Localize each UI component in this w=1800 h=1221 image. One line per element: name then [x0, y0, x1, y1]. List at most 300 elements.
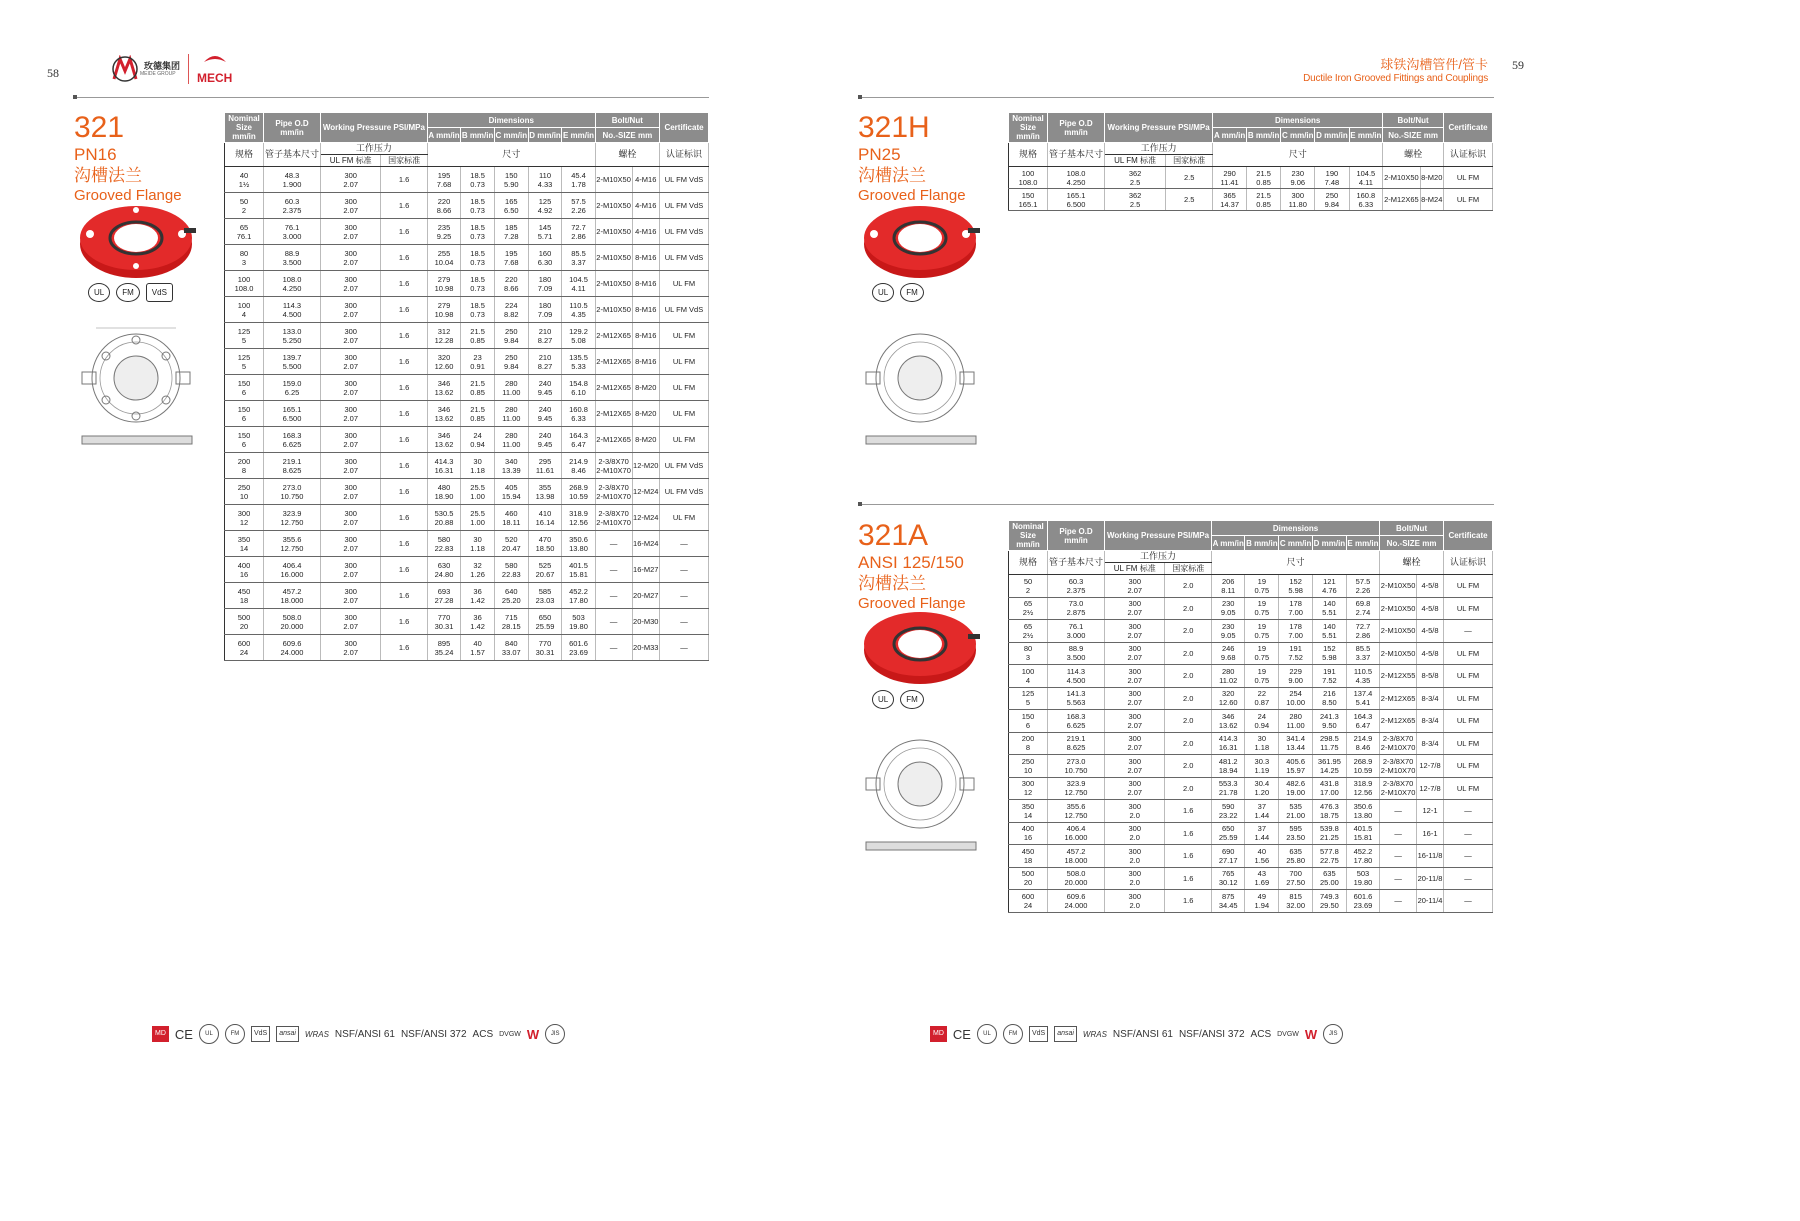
table-cell: 2.0: [1165, 620, 1212, 643]
table-cell: 18.5 0.73: [461, 167, 495, 193]
table-cell: 57.5 2.26: [562, 193, 595, 219]
section-title: [1303, 54, 1488, 84]
table-cell: 1.6: [1165, 867, 1212, 890]
col-dim-e: E mm/in: [562, 128, 595, 143]
cn-bolt: 螺栓: [595, 143, 659, 167]
table-cell: 300 2.07: [321, 427, 381, 453]
table-cell: 300 2.07: [321, 375, 381, 401]
table-row: [1009, 822, 1493, 845]
table-cell: 20-M33: [632, 635, 659, 661]
table-cell: 50 2: [1009, 575, 1048, 598]
table-cell: 2.5: [1166, 167, 1213, 189]
table-cell: 362 2.5: [1105, 167, 1166, 189]
table-cell: 300 12: [225, 505, 264, 531]
table-cell: 300 2.0: [1105, 800, 1165, 823]
table-cell: 600 24: [225, 635, 264, 661]
table-cell: 4-5/8: [1417, 575, 1444, 598]
table-cell: 690 27.17: [1211, 845, 1244, 868]
dvgw-icon: DVGW: [1277, 1030, 1299, 1038]
table-cell: 30 1.18: [461, 453, 495, 479]
table-cell: UL FM VdS: [660, 193, 709, 219]
table-cell: 168.3 6.625: [1048, 710, 1105, 733]
table-cell: 210 8.27: [528, 323, 562, 349]
table-cell: 2.5: [1166, 189, 1213, 211]
table-cell: 520 20.47: [494, 531, 528, 557]
table-cell: 16-1: [1417, 822, 1444, 845]
table-cell: UL FM: [660, 323, 709, 349]
cn-ulfm: UL FM 标准: [1105, 563, 1165, 575]
table-cell: 36 1.42: [461, 583, 495, 609]
table-cell: 715 28.15: [494, 609, 528, 635]
table-cell: 4-5/8: [1417, 620, 1444, 643]
col-dim-a: A mm/in: [1211, 536, 1244, 551]
table-cell: 2.0: [1165, 777, 1212, 800]
cn-bolt: 螺栓: [1380, 551, 1444, 575]
table-cell: 65 2½: [1009, 597, 1048, 620]
meide-logo-icon: [110, 55, 140, 83]
table-cell: 401.5 15.81: [562, 557, 595, 583]
col-dim-c: C mm/in: [1279, 536, 1313, 551]
table-cell: 765 30.12: [1211, 867, 1244, 890]
table-cell: —: [1444, 890, 1493, 913]
flange-drawing: [860, 728, 982, 856]
table-cell: 12-M24: [632, 479, 659, 505]
table-cell: 585 23.03: [528, 583, 562, 609]
header-rule: [858, 97, 1494, 98]
table-cell: 22 0.87: [1245, 687, 1279, 710]
table-cell: 1.6: [381, 271, 427, 297]
table-cell: 362 2.5: [1105, 189, 1166, 211]
table-cell: 268.9 10.59: [1346, 755, 1379, 778]
right-page: [858, 0, 1800, 1221]
col-bolt-nut: Bolt/Nut: [1380, 521, 1444, 536]
table-cell: 535 21.00: [1279, 800, 1313, 823]
table-cell: 19 0.75: [1245, 575, 1279, 598]
table-cell: 150 6: [1009, 710, 1048, 733]
table-cell: 300 2.07: [321, 635, 381, 661]
fm-approved-icon: FM: [116, 283, 140, 302]
spec-table-321h: [1008, 112, 1493, 211]
page-number: 58: [47, 66, 59, 80]
table-cell: 300 2.07: [1105, 642, 1165, 665]
table-cell: 300 2.07: [321, 583, 381, 609]
table-cell: 350 14: [225, 531, 264, 557]
col-dim-d: D mm/in: [1313, 536, 1347, 551]
product-name-en: Grooved Flange: [858, 187, 966, 204]
table-cell: 300 2.07: [321, 453, 381, 479]
table-cell: 110.5 4.35: [562, 297, 595, 323]
table-cell: 220 8.66: [494, 271, 528, 297]
acs-label: ACS: [472, 1028, 494, 1040]
table-cell: 191 7.52: [1279, 642, 1313, 665]
logo-brand: MECH: [197, 71, 233, 85]
product-321-title: [74, 112, 182, 206]
table-cell: 21.5 0.85: [461, 323, 495, 349]
table-cell: 300 2.07: [321, 557, 381, 583]
table-cell: 40 1.56: [1245, 845, 1279, 868]
spec-table-321: [224, 112, 709, 661]
table-cell: 129.2 5.08: [562, 323, 595, 349]
table-cell: 508.0 20.000: [1048, 867, 1105, 890]
table-row: [1009, 867, 1493, 890]
table-cell: 355 13.98: [528, 479, 562, 505]
table-cell: 503 19.80: [1346, 867, 1379, 890]
cn-pressure: 工作压力: [1105, 143, 1213, 155]
table-row: [1009, 845, 1493, 868]
table-cell: 2-M12X65: [595, 349, 632, 375]
table-cell: 133.0 5.250: [264, 323, 321, 349]
table-cell: 8-M20: [632, 401, 659, 427]
table-cell: 200 8: [1009, 732, 1048, 755]
table-cell: 1.6: [381, 557, 427, 583]
table-cell: UL FM VdS: [660, 167, 709, 193]
jis-icon: JIS: [1323, 1024, 1343, 1044]
table-cell: 73.0 2.875: [1048, 597, 1105, 620]
table-cell: 414.3 16.31: [1211, 732, 1244, 755]
table-cell: 279 10.98: [427, 297, 460, 323]
table-cell: 12-M24: [632, 505, 659, 531]
fm-approved-icon: FM: [225, 1024, 245, 1044]
table-cell: 2-M12X65: [1383, 189, 1420, 211]
table-cell: 405.6 15.97: [1279, 755, 1313, 778]
table-cell: 346 13.62: [427, 427, 460, 453]
table-row: [225, 609, 709, 635]
col-dim-e: E mm/in: [1349, 128, 1383, 143]
table-cell: 4-M16: [632, 193, 659, 219]
table-cell: 164.3 6.47: [1346, 710, 1379, 733]
cn-bolt: 螺栓: [1383, 143, 1444, 167]
table-cell: UL FM: [660, 375, 709, 401]
table-cell: 770 30.31: [528, 635, 562, 661]
table-row: [1009, 642, 1493, 665]
table-cell: UL FM: [660, 505, 709, 531]
header-row-cn: [225, 143, 709, 155]
table-cell: 49 1.94: [1245, 890, 1279, 913]
cn-dim: 尺寸: [1213, 143, 1383, 167]
ansai-icon: ansai: [1054, 1026, 1077, 1042]
cn-national: 国家标准: [1165, 563, 1212, 575]
table-cell: 355.6 12.750: [264, 531, 321, 557]
table-cell: 88.9 3.500: [1048, 642, 1105, 665]
w-mark-icon: W: [1304, 1026, 1318, 1042]
cn-pipe: 管子基本尺寸: [264, 143, 321, 167]
product-rating: PN16: [74, 145, 117, 164]
table-cell: 8-3/4: [1417, 687, 1444, 710]
table-cell: 2-M10X50: [595, 297, 632, 323]
col-dim-b: B mm/in: [1245, 536, 1279, 551]
table-cell: 300 2.07: [321, 609, 381, 635]
table-cell: UL FM VdS: [660, 297, 709, 323]
table-cell: 21.5 0.85: [1247, 167, 1281, 189]
table-cell: 300 2.0: [1105, 822, 1165, 845]
table-cell: 300 2.07: [321, 349, 381, 375]
table-cell: 580 22.83: [427, 531, 460, 557]
cert-logos: [872, 690, 924, 709]
cn-size: 规格: [1009, 551, 1048, 575]
table-cell: 300 2.07: [321, 531, 381, 557]
table-cell: 279 10.98: [427, 271, 460, 297]
table-cell: 280 11.02: [1211, 665, 1244, 688]
table-cell: 18.5 0.73: [461, 297, 495, 323]
cn-ulfm: UL FM 标准: [1105, 155, 1166, 167]
table-cell: 224 8.82: [494, 297, 528, 323]
table-cell: —: [660, 557, 709, 583]
page-number: 59: [1512, 58, 1524, 72]
table-cell: 365 14.37: [1213, 189, 1247, 211]
table-cell: 1.6: [381, 193, 427, 219]
table-cell: 20-11/8: [1417, 867, 1444, 890]
table-cell: 312 12.28: [427, 323, 460, 349]
table-cell: —: [1380, 867, 1417, 890]
spec-table-321a: [1008, 520, 1493, 913]
section-title-cn: 球铁沟槽管件/管卡: [1380, 57, 1488, 72]
table-cell: 241.3 9.50: [1313, 710, 1347, 733]
table-cell: —: [1380, 800, 1417, 823]
table-cell: 405 15.94: [494, 479, 528, 505]
table-cell: 635 25.80: [1279, 845, 1313, 868]
fm-approved-icon: FM: [900, 690, 924, 709]
table-row: [1009, 189, 1493, 211]
table-cell: UL FM: [660, 271, 709, 297]
table-row: [1009, 777, 1493, 800]
table-cell: 190 7.48: [1315, 167, 1349, 189]
table-cell: UL FM: [1444, 167, 1493, 189]
product-code: 321H: [858, 111, 930, 144]
table-cell: 230 9.06: [1281, 167, 1315, 189]
col-working-pressure: Working Pressure PSI/MPa: [321, 113, 428, 143]
table-row: [225, 453, 709, 479]
flange-drawing: [860, 322, 982, 450]
col-working-pressure: Working Pressure PSI/MPa: [1105, 113, 1213, 143]
fm-approved-icon: FM: [900, 283, 924, 302]
table-row: [225, 557, 709, 583]
table-cell: 8-M24: [1420, 189, 1443, 211]
table-cell: 139.7 5.500: [264, 349, 321, 375]
table-cell: 250 10: [225, 479, 264, 505]
table-row: [1009, 597, 1493, 620]
table-cell: 21.5 0.85: [461, 375, 495, 401]
table-cell: 300 2.07: [321, 193, 381, 219]
product-rating: ANSI 125/150: [858, 553, 964, 572]
table-cell: —: [595, 609, 632, 635]
table-cell: 609.6 24.000: [264, 635, 321, 661]
meide-badge-icon: MD: [152, 1026, 169, 1042]
table-cell: UL FM: [660, 349, 709, 375]
table-cell: 150 6: [225, 427, 264, 453]
table-cell: 250 10: [1009, 755, 1048, 778]
table-cell: 250 9.84: [1315, 189, 1349, 211]
col-bolt-nut: Bolt/Nut: [595, 113, 659, 128]
table-cell: 457.2 18.000: [264, 583, 321, 609]
table-cell: 150 6: [225, 401, 264, 427]
cn-cert: 认证标识: [660, 143, 709, 167]
table-cell: UL FM: [1444, 597, 1493, 620]
table-cell: 255 10.04: [427, 245, 460, 271]
table-cell: 18.5 0.73: [461, 219, 495, 245]
table-cell: 8-M20: [632, 375, 659, 401]
table-cell: 250 9.84: [494, 323, 528, 349]
col-dim-d: D mm/in: [1315, 128, 1349, 143]
table-row: [225, 375, 709, 401]
table-cell: 2-M12X65: [595, 401, 632, 427]
table-cell: 895 35.24: [427, 635, 460, 661]
table-row: [225, 635, 709, 661]
table-cell: 268.9 10.59: [562, 479, 595, 505]
table-cell: 875 34.45: [1211, 890, 1244, 913]
table-cell: 8-M16: [632, 271, 659, 297]
table-cell: 318.9 12.56: [562, 505, 595, 531]
table-cell: 300 2.07: [321, 167, 381, 193]
table-cell: 300 2.07: [1105, 575, 1165, 598]
ce-mark: CE: [952, 1026, 971, 1042]
table-cell: 2-3/8X70 2-M10X70: [595, 479, 632, 505]
table-cell: 1.6: [381, 349, 427, 375]
table-cell: 100 4: [225, 297, 264, 323]
cn-dim: 尺寸: [427, 143, 595, 167]
table-row: [225, 427, 709, 453]
cn-size: 规格: [225, 143, 264, 167]
footer-cert-strip: [930, 1024, 1343, 1044]
table-cell: 350.6 13.80: [562, 531, 595, 557]
table-row: [225, 505, 709, 531]
table-cell: 178 7.00: [1279, 620, 1313, 643]
table-row: [225, 271, 709, 297]
table-cell: 12-7/8: [1417, 777, 1444, 800]
table-cell: 195 7.68: [427, 167, 460, 193]
table-row: [225, 349, 709, 375]
table-cell: 72.7 2.86: [1346, 620, 1379, 643]
col-working-pressure: Working Pressure PSI/MPa: [1105, 521, 1212, 551]
table-cell: 290 11.41: [1213, 167, 1247, 189]
col-dim-d: D mm/in: [528, 128, 562, 143]
table-cell: 840 33.07: [494, 635, 528, 661]
flange-drawing: [76, 322, 198, 450]
col-bolt-nut: Bolt/Nut: [1383, 113, 1444, 128]
table-cell: 114.3 4.500: [1048, 665, 1105, 688]
table-cell: 300 12: [1009, 777, 1048, 800]
table-cell: 19 0.75: [1245, 665, 1279, 688]
table-cell: 300 2.0: [1105, 845, 1165, 868]
table-cell: 350.6 13.80: [1346, 800, 1379, 823]
col-certificate: Certificate: [1444, 521, 1493, 551]
table-cell: 254 10.00: [1279, 687, 1313, 710]
nsf372-label: NSF/ANSI 372: [400, 1028, 467, 1040]
table-cell: UL FM VdS: [660, 219, 709, 245]
table-cell: 240 9.45: [528, 401, 562, 427]
wras-icon: WRAS: [1082, 1029, 1107, 1039]
table-cell: 108.0 4.250: [264, 271, 321, 297]
table-cell: 76.1 3.000: [1048, 620, 1105, 643]
table-cell: 240 9.45: [528, 375, 562, 401]
product-321a-title: [858, 520, 966, 614]
table-cell: 640 25.20: [494, 583, 528, 609]
table-cell: UL FM: [660, 401, 709, 427]
table-row: [225, 531, 709, 557]
table-cell: 20-M30: [632, 609, 659, 635]
table-cell: 341.4 13.44: [1279, 732, 1313, 755]
vds-icon: VdS: [1029, 1026, 1048, 1042]
table-cell: 191 7.52: [1313, 665, 1347, 688]
table-cell: 298.5 11.75: [1313, 732, 1347, 755]
table-cell: 1.6: [381, 531, 427, 557]
header-row: [1009, 113, 1493, 128]
table-cell: 154.8 6.10: [562, 375, 595, 401]
col-pipe-od: Pipe O.D mm/in: [1048, 521, 1105, 551]
dvgw-icon: DVGW: [499, 1030, 521, 1038]
table-cell: 2-M12X65: [595, 323, 632, 349]
table-cell: 80 3: [225, 245, 264, 271]
table-cell: 137.4 5.41: [1346, 687, 1379, 710]
table-cell: 145 5.71: [528, 219, 562, 245]
cn-ulfm: UL FM 标准: [321, 155, 381, 167]
table-cell: 300 2.07: [1105, 777, 1165, 800]
table-cell: 414.3 16.31: [427, 453, 460, 479]
table-cell: 300 2.07: [1105, 597, 1165, 620]
table-cell: 110 4.33: [528, 167, 562, 193]
table-cell: 85.5 3.37: [1346, 642, 1379, 665]
section-title-en: Ductile Iron Grooved Fittings and Couplings: [1303, 73, 1488, 84]
table-cell: 8-M20: [632, 427, 659, 453]
table-cell: 320 12.60: [427, 349, 460, 375]
table-cell: 2-M10X50: [1380, 642, 1417, 665]
table-cell: 20-11/4: [1417, 890, 1444, 913]
table-cell: 1.6: [381, 245, 427, 271]
table-cell: UL FM VdS: [660, 479, 709, 505]
table-cell: 114.3 4.500: [264, 297, 321, 323]
table-row: [225, 323, 709, 349]
table-cell: UL FM: [1444, 687, 1493, 710]
table-cell: 240 9.45: [528, 427, 562, 453]
table-cell: 140 5.51: [1313, 597, 1347, 620]
cn-pressure: 工作压力: [1105, 551, 1212, 563]
cert-logos: [872, 283, 924, 302]
table-cell: 500 20: [1009, 867, 1048, 890]
col-bolt-size: No.-SIZE mm: [1383, 128, 1444, 143]
table-cell: 1.6: [1165, 800, 1212, 823]
table-cell: 219.1 8.625: [264, 453, 321, 479]
table-cell: 152 5.98: [1279, 575, 1313, 598]
table-cell: 1.6: [381, 167, 427, 193]
table-cell: —: [595, 635, 632, 661]
table-cell: —: [1444, 822, 1493, 845]
table-cell: —: [1444, 845, 1493, 868]
table-cell: 2.0: [1165, 710, 1212, 733]
table-cell: 164.3 6.47: [562, 427, 595, 453]
table-cell: UL FM: [1444, 575, 1493, 598]
table-cell: 65 2½: [1009, 620, 1048, 643]
ul-listed-icon: UL: [199, 1024, 219, 1044]
table-cell: 25.5 1.00: [461, 479, 495, 505]
table-cell: 178 7.00: [1279, 597, 1313, 620]
table-cell: 300 2.07: [321, 479, 381, 505]
table-cell: 195 7.68: [494, 245, 528, 271]
table-cell: —: [660, 531, 709, 557]
col-dimensions: Dimensions: [427, 113, 595, 128]
table-cell: 577.8 22.75: [1313, 845, 1347, 868]
table-cell: 1.6: [381, 323, 427, 349]
table-cell: 2-3/8X70 2-M10X70: [1380, 755, 1417, 778]
section-rule: [858, 504, 1494, 505]
table-cell: 700 27.50: [1279, 867, 1313, 890]
table-cell: 300 11.80: [1281, 189, 1315, 211]
table-cell: 346 13.62: [1211, 710, 1244, 733]
table-cell: 8-3/4: [1417, 710, 1444, 733]
table-row: [225, 167, 709, 193]
table-cell: 180 7.09: [528, 297, 562, 323]
wras-icon: WRAS: [304, 1029, 329, 1039]
table-cell: 159.0 6.25: [264, 375, 321, 401]
table-row: [225, 245, 709, 271]
